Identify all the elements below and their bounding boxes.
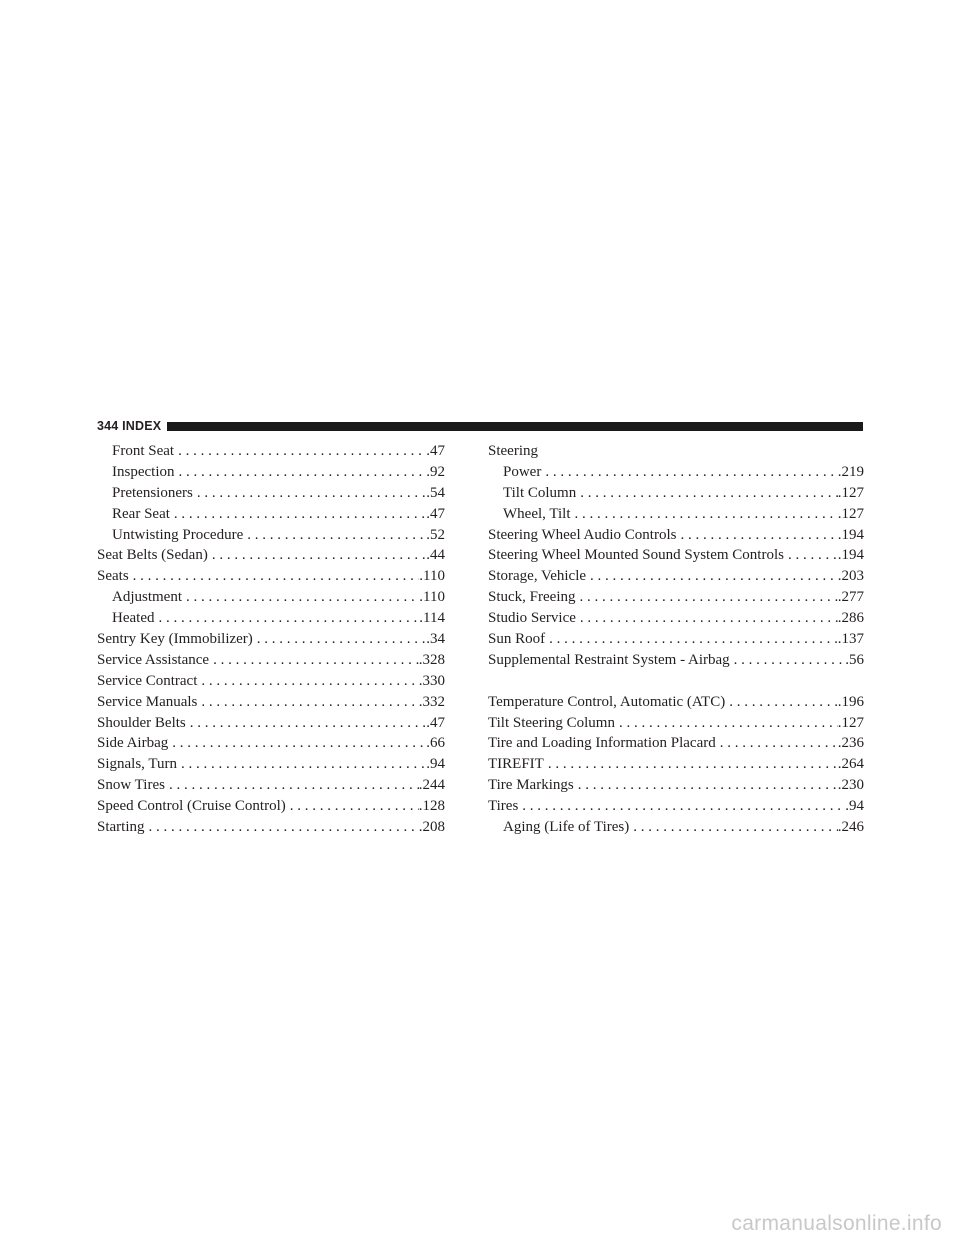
dot-leader [182,587,419,608]
index-entry [488,566,864,587]
dot-leader [168,733,426,754]
index-entry-term: Stuck, Freeing [488,589,576,606]
page-number-label: 344 INDEX [97,419,162,433]
dot-leader [629,817,838,838]
index-entry [488,587,864,608]
dot-leader [154,608,419,629]
dot-leader [186,713,427,734]
index-entry-page: .203 [837,568,864,585]
index-entry-term: Speed Control (Cruise Control) [97,798,286,815]
index-entry-page: .110 [419,589,445,606]
index-entry [488,608,864,629]
entry-gap [488,671,864,692]
index-entry [488,733,864,754]
index-entry-term: Service Manuals [97,693,198,710]
index-entry [488,650,864,671]
index-entry-term: Pretensioners [112,484,193,501]
dot-leader [576,587,838,608]
dot-leader [545,629,838,650]
index-entry [97,504,445,525]
index-entry-term: Service Assistance [97,651,210,668]
index-entry [97,629,445,650]
dot-leader [576,483,838,504]
index-entry-page: .114 [419,610,445,627]
dot-leader [243,525,426,546]
dot-leader [676,525,837,546]
index-entry-term: Snow Tires [97,777,165,794]
index-entry [488,441,864,462]
index-entry-page: .244 [418,777,445,794]
index-entry-page: .94 [845,798,864,815]
dot-leader [197,692,418,713]
index-entry-page: .208 [418,819,445,836]
dot-leader [145,817,419,838]
index-entry-page: .246 [837,819,864,836]
index-entry-term: Tilt Steering Column [488,714,615,731]
index-entry-term: Steering [488,443,538,459]
index-entry-page: .236 [837,735,864,752]
index-entry-page: .47 [426,505,445,522]
index-entry-page: .286 [837,610,864,627]
dot-leader [730,650,846,671]
index-entry-page: .194 [837,526,864,543]
index-entry-term: Seats [97,568,129,585]
index-entry [488,504,864,525]
index-entry [97,796,445,817]
index-entry-term: TIREFIT [488,756,544,773]
dot-leader [574,775,838,796]
index-entry-page: .330 [418,672,445,689]
dot-leader [174,462,426,483]
index-entry-term: Temperature Control, Automatic (ATC) [488,693,726,710]
index-entry [97,692,445,713]
index-entry [97,733,445,754]
index-entry-page: .219 [837,463,864,480]
index-entry-term: Tire and Loading Information Placard [488,735,716,752]
watermark: carmanualsonline.info [731,1212,942,1235]
dot-leader [571,504,838,525]
index-entry-page: .328 [418,651,445,668]
index-entry-page: .34 [426,631,445,648]
dot-leader [253,629,426,650]
index-entry-term: Adjustment [112,589,182,606]
index-entry-term: Shoulder Belts [97,714,186,731]
index-entry-term: Inspection [112,463,175,480]
dot-leader [615,713,838,734]
index-entry-term: Wheel, Tilt [503,505,571,522]
index-entry-page: .194 [837,547,864,564]
dot-leader [725,692,838,713]
dot-leader [586,566,838,587]
index-entry-term: Supplemental Restraint System - Airbag [488,651,730,668]
dot-leader [784,545,838,566]
dot-leader [208,545,426,566]
index-entry [97,483,445,504]
index-entry [488,483,864,504]
index-entry-term: Steering Wheel Mounted Sound System Controls [488,547,784,564]
index-entry-page: .196 [837,693,864,710]
dot-leader [576,608,838,629]
index-entry [97,713,445,734]
index-entry [97,566,445,587]
dot-leader [541,462,837,483]
index-entry-page: .47 [426,714,445,731]
index-entry-page: .137 [837,631,864,648]
page-header [97,417,863,435]
dot-leader [165,775,419,796]
index-entry-term: Side Airbag [97,735,169,752]
index-column-left [97,441,445,838]
dot-leader [197,671,418,692]
dot-leader [518,796,845,817]
index-entry-page: .127 [837,484,864,501]
index-entry-page: .230 [837,777,864,794]
dot-leader [544,754,838,775]
index-entry-term: Rear Seat [112,505,170,522]
index-entry-term: Tire Markings [488,777,574,794]
dot-leader [177,754,426,775]
index-entry-term: Heated [112,610,155,627]
index-entry [488,525,864,546]
index-entry [97,587,445,608]
index-entry-term: Starting [97,819,145,836]
dot-leader [286,796,419,817]
index-entry-page: .54 [426,484,445,501]
index-entry-page: .127 [837,714,864,731]
dot-leader [716,733,838,754]
index-entry-term: Storage, Vehicle [488,568,587,585]
index-entry [488,796,864,817]
index-entry-page: .94 [426,756,445,773]
index-entry [488,545,864,566]
index-entry [97,650,445,671]
index-column-right [488,441,864,838]
index-entry [97,608,445,629]
index-entry [97,525,445,546]
index-entry [97,775,445,796]
index-entry-term: Front Seat [112,443,175,459]
index-entry [97,754,445,775]
index-entry-term: Seat Belts (Sedan) [97,547,208,564]
index-entry [97,545,445,566]
dot-leader [170,504,426,525]
index-entry-term: Untwisting Procedure [112,526,244,543]
header-rule [167,422,863,431]
index-entry-term: Signals, Turn [97,756,178,773]
index-entry-term: Aging (Life of Tires) [503,819,630,836]
index-entry-page: .128 [418,798,445,815]
index-entry-page: .92 [426,463,445,480]
index-entry-term: Sentry Key (Immobilizer) [97,631,253,648]
index-entry [488,775,864,796]
index-entry-page: .127 [837,505,864,522]
index-entry [488,462,864,483]
index-entry-term: Sun Roof [488,631,546,648]
index-entry-page: .110 [419,568,445,585]
index-entry-term: Studio Service [488,610,576,627]
index-entry-page: .52 [426,526,445,543]
index-entry-page: .47 [426,443,445,459]
dot-leader [193,483,426,504]
index-entry-term: Tilt Column [503,484,577,501]
index-entry-term: Tires [488,798,519,815]
index-entry [488,692,864,713]
index-entry-term: Steering Wheel Audio Controls [488,526,677,543]
index-entry [97,441,445,462]
index-entry-term: Service Contract [97,672,198,689]
index-entry-term: Power [503,463,542,480]
index-entry-page: .277 [837,589,864,606]
index-entry [97,671,445,692]
index-entry [97,462,445,483]
dot-leader [209,650,419,671]
index-entry [488,713,864,734]
index-entry-page: .264 [837,756,864,773]
index-entry [488,754,864,775]
index-entry-page: .332 [418,693,445,710]
dot-leader [129,566,420,587]
index-entry-page: .56 [845,651,864,668]
index-entry-page: .66 [426,735,445,752]
index-entry [488,817,864,838]
index-entry [97,817,445,838]
index-entry [488,629,864,650]
index-entry-page: .44 [426,547,445,564]
dot-leader [174,441,426,462]
